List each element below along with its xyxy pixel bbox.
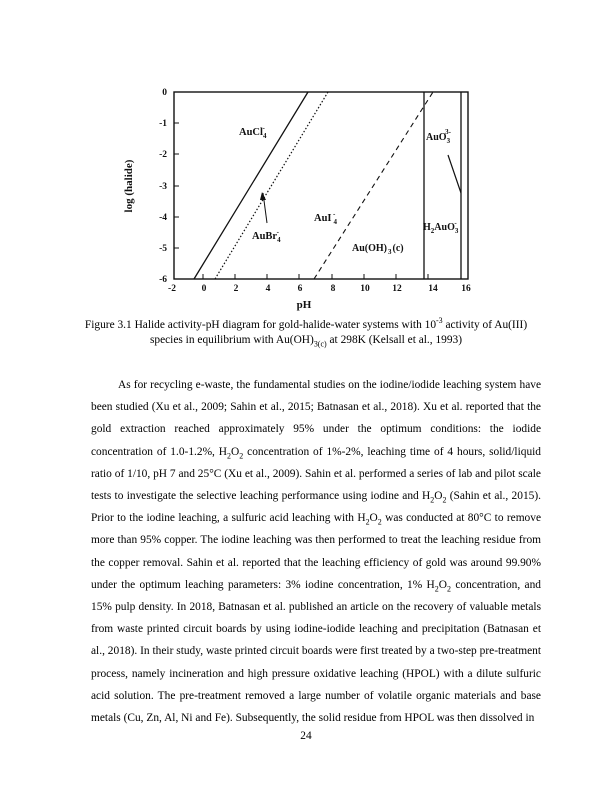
aubr4-label: AuBr$_4$-	[252, 228, 281, 244]
paragraph-text: was conducted at 80°C to remove more than 95% copper. The iodine leaching was then performed to treat the leaching residue from the copper removal. Sahin et al. reported that the leaching efficiency of gold was around 99.90% under the optimum leaching parameters: 3% iodine concentration, 1% H	[91, 512, 541, 591]
auoh3-label: $Au(OH)_3(c)$	[352, 243, 404, 256]
x-tick-label: -2	[168, 284, 176, 294]
subscript: 2	[365, 517, 370, 527]
paragraph-text: O	[434, 490, 443, 503]
paragraph-text: As for recycling e-waste, the fundamental studies on the iodine/iodide leaching system have been studied (Xu et al., 2009; Sahin et al., 2015; Batnasan et al., 2018). Xu et al. reported that the gold extraction reached approximately 95% under the optimum conditions: the iodide concentration of 1.0-1.2%, H	[91, 379, 541, 458]
y-tick-label: -1	[159, 119, 167, 129]
diagram-svg	[118, 80, 488, 312]
halide-ph-diagram	[118, 80, 488, 312]
x-tick-label: 0	[201, 284, 207, 294]
subscript: 2	[442, 495, 447, 505]
paragraph	[91, 374, 541, 729]
y-tick-label: -4	[159, 213, 167, 223]
x-tick-labels	[168, 284, 471, 294]
paragraph-text: concentration, and 15% pulp density. In 2018, Batnasan et al. published an article on the recovery of valuable metals from waste printed circuit boards by using iodine-iodide leaching and precipitation (Batnasan et al., 2018). In their study, waste printed circuit boards were first treated by a two-step pre-treatment process, namely incineration and high pressure oxidative leaching (HPOL) with a dilute sulfuric acid solution. The pre-treatment removed a large number of volatile organic materials and base metals (Cu, Zn, Al, Ni and Fe). Subsequently, the solid residue from HPOL was then dissolved in	[91, 578, 541, 725]
caption-line-2	[60, 333, 552, 348]
page-number: 24	[300, 730, 312, 742]
caption-subscript: 3(c)	[313, 339, 327, 349]
caption-text: at 298K (Kelsall et al., 1993)	[326, 334, 463, 346]
subscript: 2	[227, 450, 232, 460]
y-tick-labels	[159, 88, 167, 285]
subscript: 2	[239, 450, 244, 460]
y-tick-label: -6	[159, 275, 167, 285]
body-paragraph	[91, 374, 541, 729]
x-tick-label: 14	[428, 284, 438, 294]
aui4-label: AuI $_4$-	[314, 210, 338, 226]
paragraph-text: concentration of 1%-2%, leaching time of 4 hours, solid/liquid ratio of 1/10, pH 7 and 25°C (Xu et al., 2009). Sahin et al. performed a series of lab and pilot scale tests to investigate the selective leaching performance using iodine and H	[91, 445, 541, 503]
paragraph-text: O	[369, 512, 378, 525]
y-tick-label: 0	[162, 88, 167, 98]
caption-text: activity of Au(III)	[442, 319, 528, 331]
aubr4-boundary-line	[215, 92, 328, 279]
x-tick-label: 8	[330, 284, 336, 294]
auo3-h2auo3-boundary-line	[448, 155, 461, 193]
figure-caption	[60, 318, 552, 348]
y-tick-label: -3	[159, 182, 167, 192]
subscript: 2	[434, 584, 439, 594]
y-tick-label: -5	[159, 244, 167, 254]
subscript: 2	[430, 495, 435, 505]
y-tick-label: -2	[159, 150, 167, 160]
x-tick-label: 12	[392, 284, 402, 294]
paragraph-text: O	[438, 578, 448, 591]
x-tick-label: 6	[297, 284, 303, 294]
auo3-label: AuO$_3$3-	[426, 128, 451, 145]
caption-text: Figure 3.1 Halide activity-pH diagram for gold-halide-water systems with 10	[84, 319, 437, 331]
y-axis-label: log (halide)	[123, 159, 135, 213]
subscript: 2	[447, 584, 451, 594]
x-tick-label: 16	[461, 284, 471, 294]
caption-line-1	[60, 318, 552, 333]
aucl4-label: AuCl$_4$-	[239, 124, 267, 140]
y-ticks	[174, 92, 179, 279]
subscript: 2	[377, 517, 382, 527]
x-tick-label: 10	[360, 284, 370, 294]
x-tick-label: 2	[233, 284, 239, 294]
x-axis-label: pH	[296, 299, 312, 311]
caption-text: species in equilibrium with Au(OH)	[149, 334, 314, 346]
caption-superscript: -3	[436, 316, 443, 326]
x-tick-label: 4	[265, 284, 271, 294]
h2auo3-label: $H_2AuO_3-$	[423, 219, 459, 235]
paragraph-text: O	[231, 445, 240, 458]
paragraph-text: (Sahin et al., 2015). Prior to the iodine leaching, a sulfuric acid leaching with H	[91, 490, 541, 525]
aucl4-boundary-line	[194, 92, 308, 279]
